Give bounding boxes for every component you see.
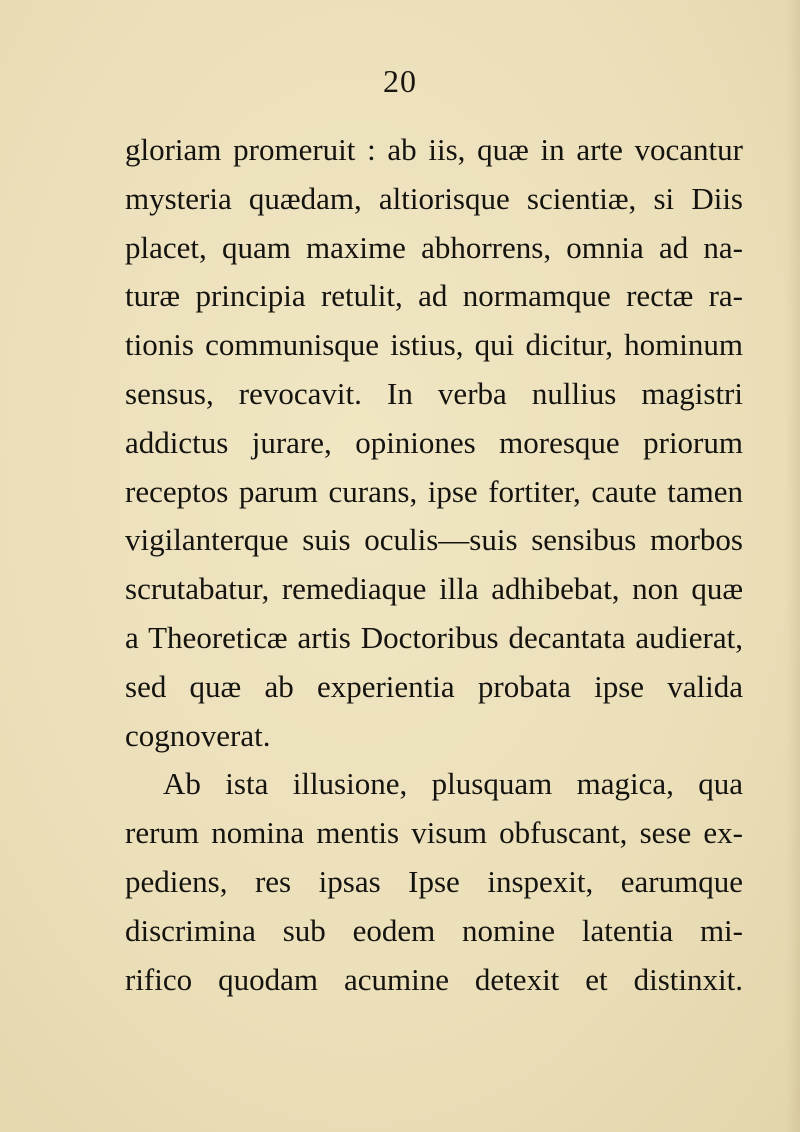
text-line: addictus jurare, opiniones moresque priorum [125,424,743,460]
text-line: turæ principia retulit, ad normamque rectæ ra- [125,278,743,314]
text-line-paragraph-start: Ab ista illusione, plusquam magica, qua [163,766,743,802]
text-line: rerum nomina mentis visum obfuscant, sese ex- [125,815,743,851]
body-text [125,126,743,1004]
text-line: rifico quodam acumine detexit et distinxit. [125,961,743,997]
text-line: tionis communisque istius, qui dicitur, hominum [125,327,743,363]
text-line: pediens, res ipsas Ipse inspexit, earumque [125,863,743,899]
page-edge-shadow [786,0,800,1132]
text-line: gloriam promeruit : ab iis, quæ in arte vocantur [125,132,743,167]
text-line: sensus, revocavit. In verba nullius magistri [125,375,743,411]
text-line: discrimina sub eodem nomine latentia mi- [125,912,743,948]
page-number: 20 [383,63,417,99]
text-line: receptos parum curans, ipse fortiter, caute tamen [125,473,743,509]
text-line: a Theoreticæ artis Doctoribus decantata audierat, [125,619,743,655]
text-line: scrutabatur, remediaque illa adhibebat, non quæ [125,571,743,607]
text-line: placet, quam maxime abhorrens, omnia ad na- [125,229,743,265]
text-line: sed quæ ab experientia probata ipse valida [125,668,743,704]
text-line: mysteria quædam, altiorisque scientiæ, si Diis [125,180,743,216]
text-line-paragraph-end: cognoverat. [125,717,271,753]
text-line: vigilanterque suis oculis—suis sensibus morbos [125,522,743,558]
